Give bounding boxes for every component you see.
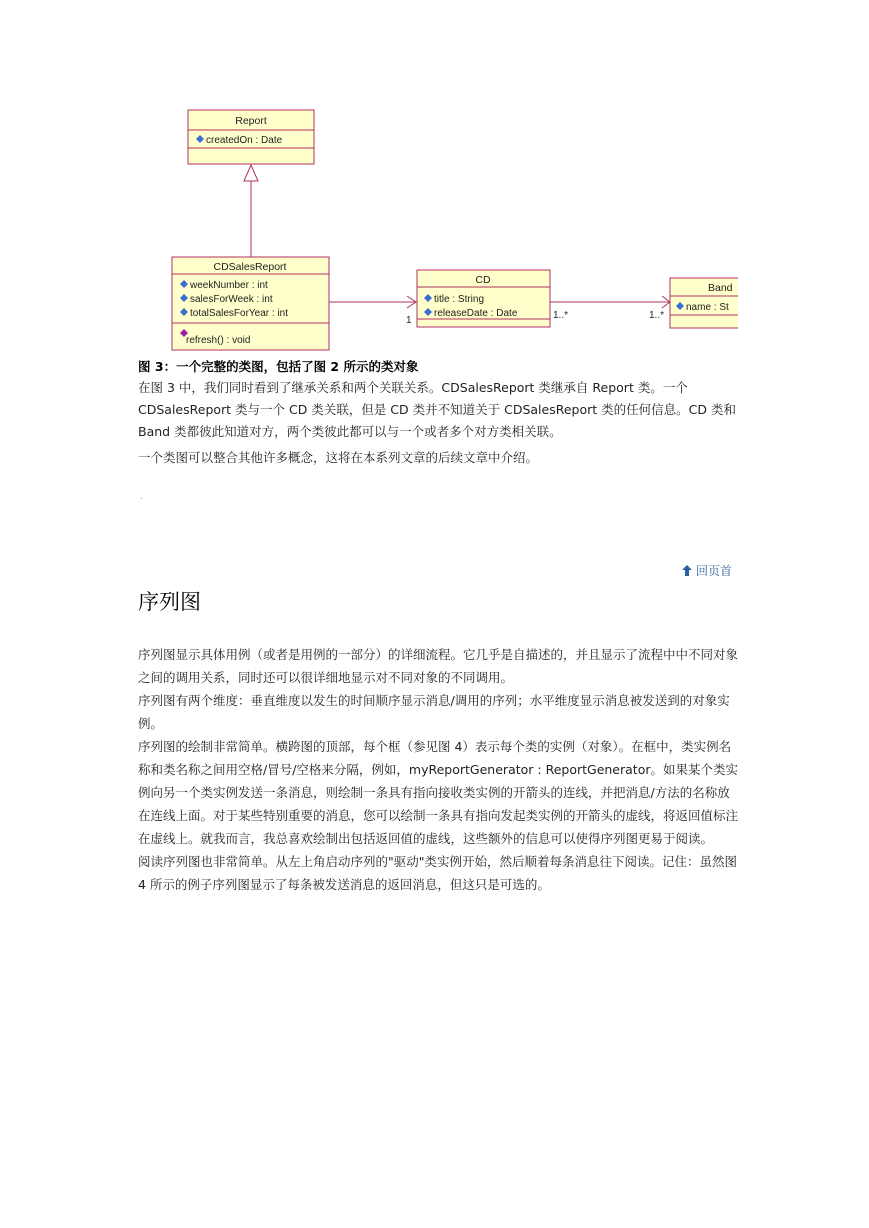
back-to-top-label: 回页首: [696, 564, 733, 578]
multiplicity-cd-band-left: 1..*: [553, 310, 569, 321]
body-paragraph-4: 阅读序列图也非常简单。从左上角启动序列的"驱动"类实例开始，然后顺着每条消息往下阅读。记住：虽然图 4 所示的例子序列图显示了每条被发送消息的返回消息，但这只是可选的。: [138, 854, 738, 892]
back-to-top-link[interactable]: [682, 562, 732, 579]
paragraph-class-diagram-explanation: 在图 3 中，我们同时看到了继承关系和两个关联关系。CDSalesReport 类继承自 Report 类。一个 CDSalesReport 类与一个 CD 类关联，但是 CD 类并不知道关于 CDSalesReport 类的任何信息。CD 类和 Band 类都彼此知道对方，两个类彼此都可以与一个或者多个对方类相关联。: [138, 380, 736, 439]
association-cd-band: [550, 296, 670, 321]
cd-attr-title: title : String: [434, 294, 485, 305]
body-paragraph-3: 序列图的绘制非常简单。横跨图的顶部，每个框（参见图 4）表示每个类的实例（对象）。在框中，类实例名称和类名称之间用空格/冒号/空格来分隔，例如，myReportGenerator : ReportGenerator。如果某个类实例向另一个类实例发送一条消息，则绘制一条具有指向接收类实例的开箭头的连线，并把消息/方法的名称放在连线上面。对于某些特别重要的消息，您可以绘制一条具有指向发起类实例的开箭头的虚线，将返回值标注在虚线上。就我而言，我总喜欢绘制出包括返回值的虚线，这些额外的信息可以使得序列图更易于阅读。: [138, 739, 739, 846]
figure-caption: [138, 357, 418, 375]
class-cd: [417, 270, 550, 327]
paragraph-class-diagram-more: 一个类图可以整合其他许多概念，这将在本系列文章的后续文章中介绍。: [138, 450, 539, 465]
class-band: [670, 278, 738, 328]
uml-class-diagram: [138, 100, 738, 355]
association-cdsales-cd: [329, 296, 416, 326]
up-arrow-icon: [682, 565, 692, 576]
section-body: [138, 643, 738, 896]
band-attr-name: name : St: [686, 302, 729, 313]
figure-caption-text: ：一个完整的类图，包括了图 2 所示的类对象: [163, 359, 419, 374]
class-cd-name: CD: [475, 274, 491, 286]
body-paragraph-2: 序列图有两个维度：垂直维度以发生的时间顺序显示消息/调用的序列；水平维度显示消息被发送到的对象实例。: [138, 693, 730, 731]
class-cdsalesreport: [172, 257, 329, 350]
class-cdsalesreport-name: CDSalesReport: [213, 261, 287, 273]
cdsales-op-refresh: refresh() : void: [186, 335, 251, 346]
body-paragraph-1: 序列图显示具体用例（或者是用例的一部分）的详细流程。它几乎是自描述的，并且显示了流程中中不同对象之间的调用关系，同时还可以很详细地显示对不同对象的不同调用。: [138, 647, 739, 685]
inheritance-arrow: [244, 165, 258, 257]
report-attr-createdOn: createdOn : Date: [206, 135, 283, 146]
cdsales-attr-totalSalesForYear: totalSalesForYear : int: [190, 308, 289, 319]
cd-attr-releaseDate: releaseDate : Date: [434, 308, 518, 319]
stray-dot: [141, 498, 142, 499]
cdsales-attr-weekNumber: weekNumber : int: [190, 280, 268, 291]
multiplicity-band-cd-right: 1..*: [649, 310, 665, 321]
multiplicity-cd-1: 1: [406, 315, 412, 326]
class-report-name: Report: [235, 115, 267, 127]
section-title-sequence-diagram: 序列图: [138, 590, 201, 614]
figure-label: 图 3: [138, 359, 164, 374]
class-report: [188, 110, 314, 164]
class-band-name: Band: [708, 282, 733, 294]
cdsales-attr-salesForWeek: salesForWeek : int: [190, 294, 273, 305]
